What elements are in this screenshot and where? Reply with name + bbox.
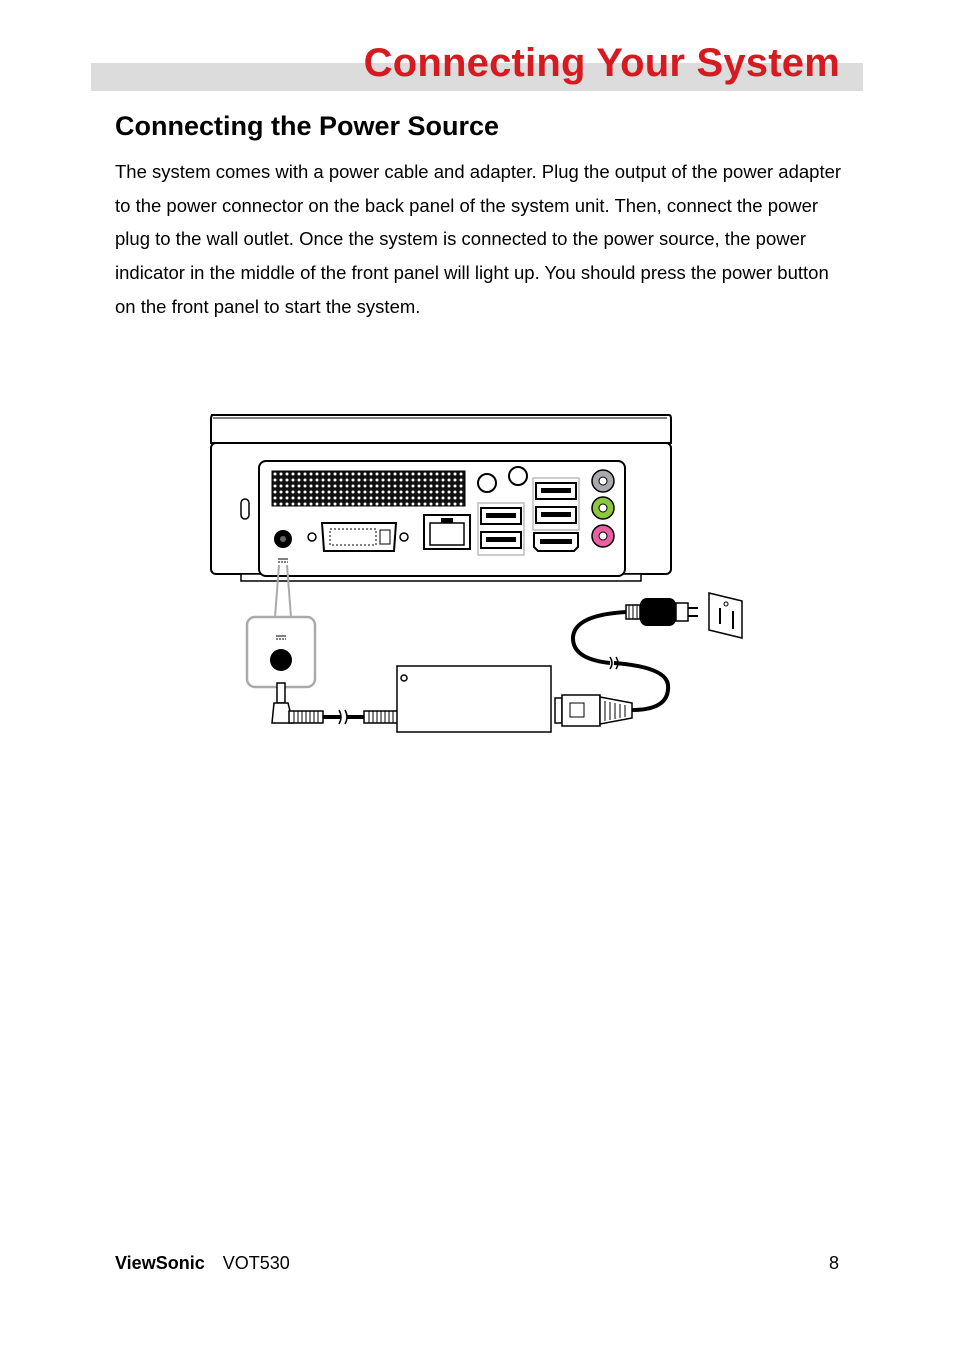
page-number: 8 bbox=[828, 1253, 839, 1273]
system-back-panel-icon bbox=[211, 415, 671, 581]
body-paragraph: The system comes with a power cable and adapter. Plug the output of the power adapter to the power connector on the back panel of the system unit. Then, connect the power plug to the wall outlet. Once the system is connected to the power source, the power indicator in the middle of the front panel will light up. You should press the power button on the front panel to start the system. bbox=[115, 161, 842, 317]
chapter-title: Connecting Your System bbox=[363, 41, 840, 85]
power-connection-figure bbox=[200, 405, 760, 745]
dc-plug-icon bbox=[272, 683, 398, 724]
page-footer bbox=[115, 1251, 839, 1275]
ac-power-cord-icon bbox=[555, 598, 698, 726]
footer-model: VOT530 bbox=[222, 1253, 290, 1273]
power-adapter-icon bbox=[397, 666, 551, 732]
footer-brand: ViewSonic bbox=[115, 1253, 205, 1273]
wall-outlet-icon bbox=[709, 593, 742, 638]
section-title: Connecting the Power Source bbox=[115, 111, 500, 141]
